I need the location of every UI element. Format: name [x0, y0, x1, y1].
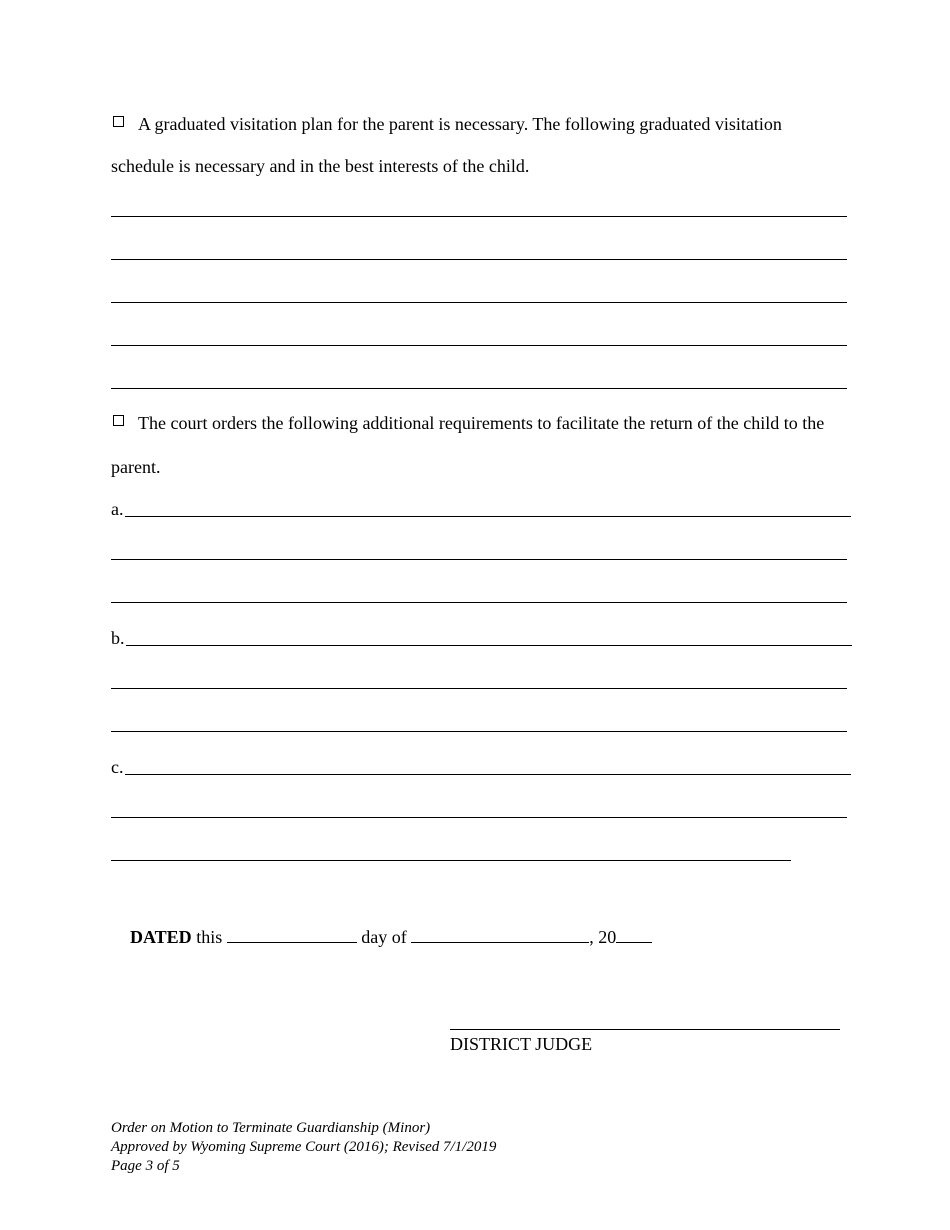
footer-form-title: Order on Motion to Terminate Guardianship (Minor)	[111, 1120, 431, 1136]
dated-day-of: day of	[361, 927, 407, 947]
year-field[interactable]	[616, 926, 652, 943]
visitation-schedule-line[interactable]	[111, 302, 847, 303]
visitation-schedule-line[interactable]	[111, 388, 847, 389]
dated-year-prefix: , 20	[589, 927, 617, 947]
month-field[interactable]	[411, 926, 589, 943]
day-field[interactable]	[227, 926, 357, 943]
requirement-b-line[interactable]	[126, 645, 852, 646]
additional-requirements-text-line1: The court orders the following additional requirements to facilitate the return of the child to the	[138, 413, 825, 433]
footer-page-number: Page 3 of 5	[111, 1158, 180, 1174]
footer-approval: Approved by Wyoming Supreme Court (2016); Revised 7/1/2019	[111, 1139, 497, 1155]
dated-line	[130, 926, 652, 948]
visitation-schedule-line[interactable]	[111, 345, 847, 346]
requirement-c-line[interactable]	[125, 774, 851, 775]
requirement-line[interactable]	[111, 559, 847, 560]
graduated-visitation-text-line1: A graduated visitation plan for the parent is necessary. The following graduated visitation	[138, 114, 782, 134]
graduated-visitation-checkbox[interactable]	[113, 116, 124, 127]
requirement-line[interactable]	[111, 731, 847, 732]
requirement-line[interactable]	[111, 688, 847, 689]
requirement-line[interactable]	[111, 602, 847, 603]
additional-requirements-text-line2: parent.	[111, 457, 161, 477]
graduated-visitation-text-line2: schedule is necessary and in the best interests of the child.	[111, 156, 530, 176]
additional-requirements-checkbox[interactable]	[113, 415, 124, 426]
dated-this: this	[196, 927, 223, 947]
requirement-line[interactable]	[111, 817, 847, 818]
district-judge-label: DISTRICT JUDGE	[450, 1034, 593, 1054]
requirement-label-a: a.	[111, 499, 124, 519]
visitation-schedule-line[interactable]	[111, 259, 847, 260]
requirement-line[interactable]	[111, 860, 791, 861]
requirement-label-c: c.	[111, 757, 124, 777]
requirement-label-b: b.	[111, 628, 125, 648]
requirement-a-line[interactable]	[125, 516, 851, 517]
judge-signature-line[interactable]	[450, 1029, 840, 1030]
visitation-schedule-line[interactable]	[111, 216, 847, 217]
dated-label: DATED	[130, 927, 192, 947]
